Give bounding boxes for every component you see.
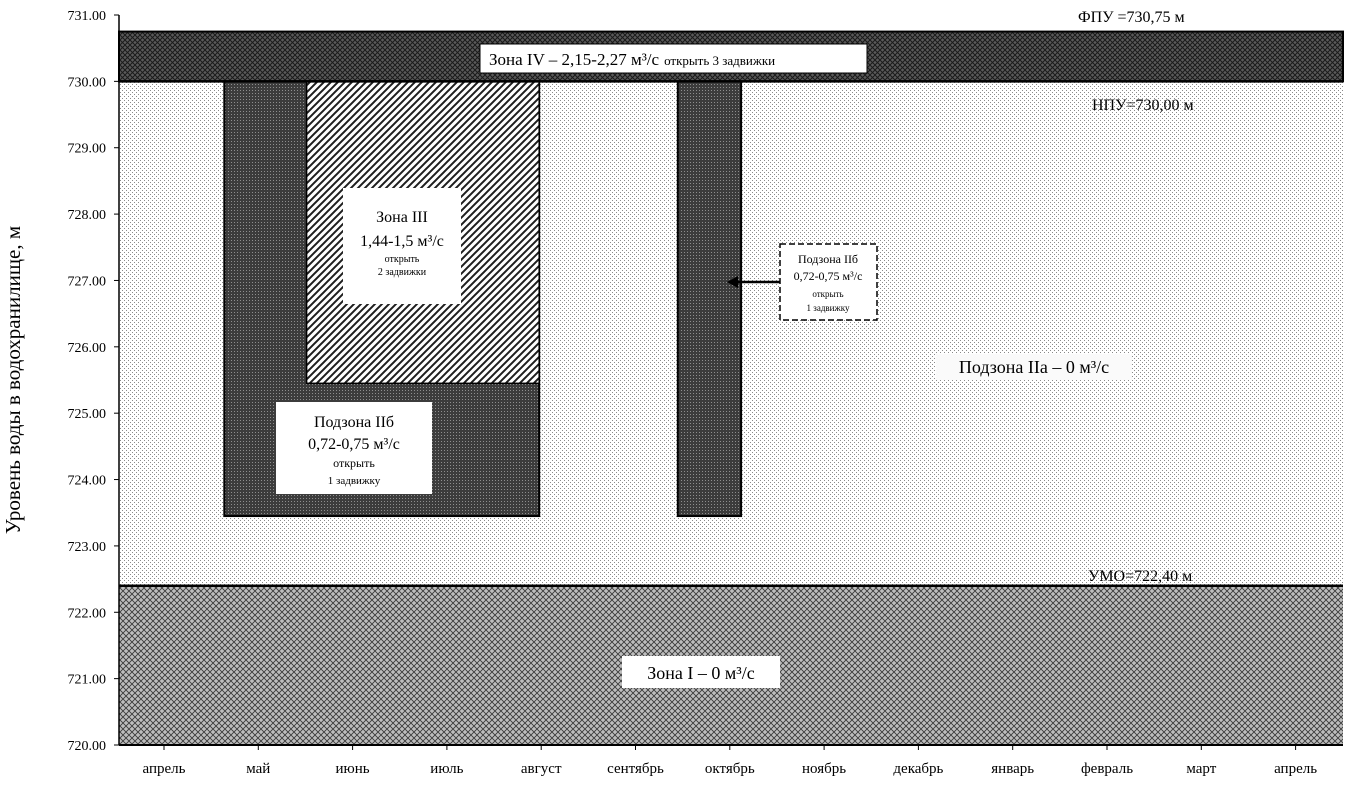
npu-label: НПУ=730,00 м: [1092, 97, 1194, 114]
zone-3-label-flow: 1,44-1,5 м³/с: [360, 233, 444, 250]
zone-3-label-name: Зона III: [376, 209, 428, 226]
x-tick-label: июнь: [335, 761, 370, 777]
subzone-2b-label-name: Подзона IIб: [313, 414, 395, 431]
x-tick-label: апрель: [1274, 761, 1318, 777]
y-tick-label: 725.00: [67, 407, 106, 423]
callout-label-flow: 0,72-0,75 м³/с: [793, 269, 863, 283]
x-tick-label: июль: [430, 761, 464, 777]
y-tick-label: 731.00: [67, 9, 106, 24]
y-tick-label: 723.00: [67, 539, 106, 555]
callout-label-gates: 1 задвижку: [806, 303, 850, 313]
x-tick-label: октябрь: [704, 761, 755, 777]
subzone-2b-label-gates: 1 задвижку: [327, 475, 381, 487]
umo-label: УМО=722,40 м: [1088, 568, 1193, 585]
x-tick-label: декабрь: [893, 761, 944, 777]
y-tick-label: 722.00: [67, 606, 106, 622]
x-tick-label: август: [520, 761, 562, 777]
y-tick-label: 727.00: [67, 274, 106, 290]
y-tick-label: 721.00: [67, 672, 106, 688]
x-tick-label: ноябрь: [802, 761, 847, 777]
zone-1-label: Зона I – 0 м³/с: [647, 663, 755, 683]
x-tick-label: май: [246, 761, 271, 777]
x-tick-label: февраль: [1080, 761, 1134, 777]
zone-4-label: [489, 50, 775, 69]
zone-4-label-action: открыть 3 задвижки: [664, 53, 776, 68]
callout-label-action: открыть: [812, 289, 844, 299]
x-tick-label: январь: [991, 761, 1035, 777]
y-tick-label: 726.00: [67, 340, 106, 356]
y-axis-title: Уровень воды в водохранилище, м: [1, 225, 25, 535]
x-tick-label: март: [1186, 761, 1217, 777]
subzone-2b-october-area: [678, 81, 741, 516]
y-tick-label: 728.00: [67, 208, 106, 224]
fpu-label: ФПУ =730,75 м: [1078, 9, 1185, 26]
callout-label-name: Подзона IIб: [797, 252, 859, 266]
y-tick-label: 720.00: [67, 739, 106, 754]
y-tick-label: 724.00: [67, 473, 106, 489]
zone-4-label-main: Зона IV – 2,15-2,27 м³/с: [489, 50, 660, 69]
subzone-2b-label-action: открыть: [333, 456, 375, 470]
subzone-2a-label: Подзона IIа – 0 м³/с: [958, 357, 1110, 377]
y-tick-label: 730.00: [67, 75, 106, 91]
y-tick-label: 729.00: [67, 141, 106, 157]
zone-3-label-gates: 2 задвижки: [377, 267, 427, 278]
subzone-2b-label-flow: 0,72-0,75 м³/с: [308, 436, 400, 453]
x-tick-label: апрель: [142, 761, 186, 777]
zone-3-label-action: открыть: [384, 254, 420, 265]
x-tick-label: сентябрь: [607, 761, 664, 777]
